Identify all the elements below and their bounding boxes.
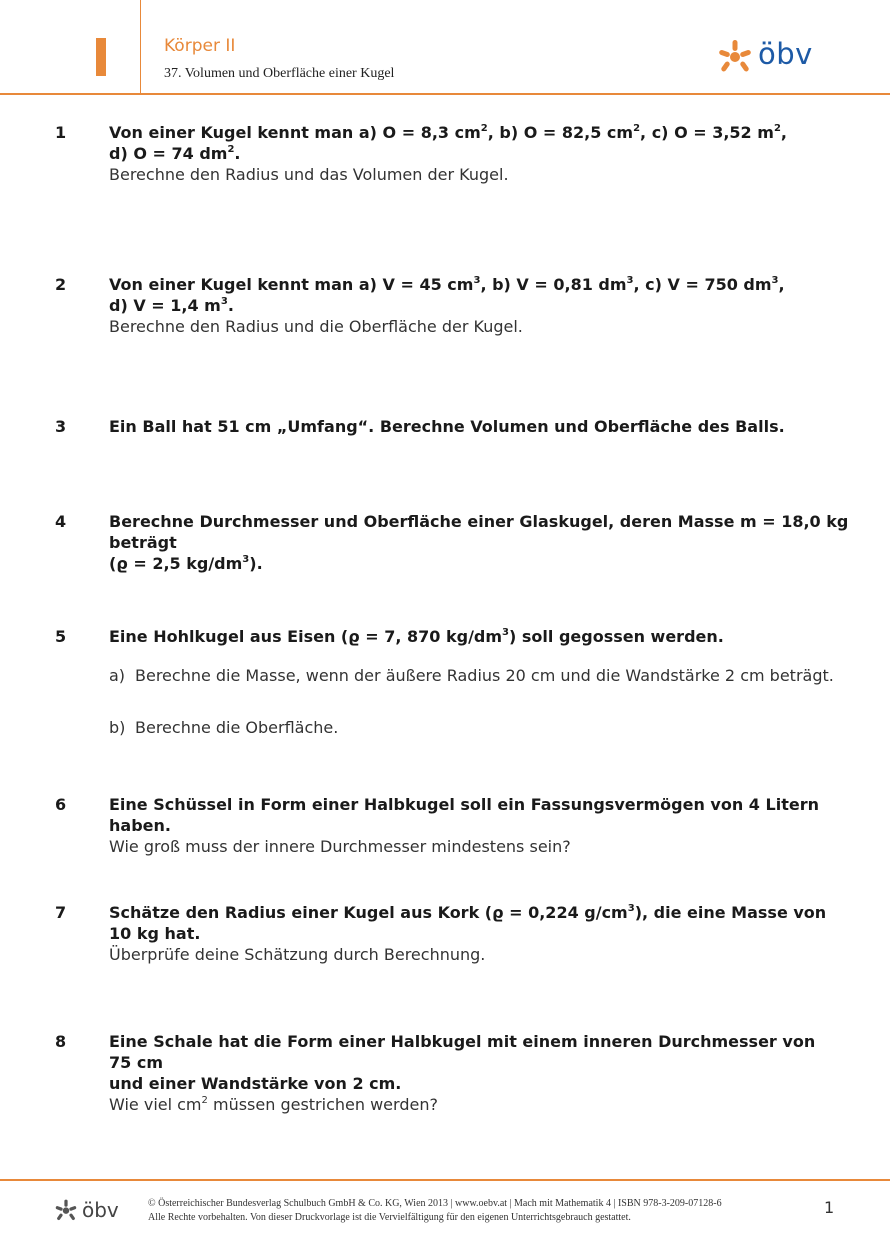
task-instruction: Berechne den Radius und das Volumen der Kugel.: [109, 165, 509, 184]
brand-name: öbv: [758, 37, 813, 71]
task-question: Berechne Durchmesser und Oberfläche einer Glaskugel, deren Masse m = 18,0 kg beträgt: [109, 512, 849, 552]
footer-brand-name: öbv: [82, 1198, 119, 1222]
task-body: [109, 902, 839, 965]
task-question-cont: d) V = 1,4 $m^3$.: [109, 295, 234, 315]
task-instruction: Berechne den Radius und die Oberfläche der Kugel.: [109, 317, 523, 336]
task-number: 2: [55, 275, 67, 294]
task-question: Ein Ball hat 51 cm „Umfang“. Berechne Volumen und Oberfläche des Balls.: [109, 417, 785, 436]
star-logo-icon: [718, 39, 752, 73]
task-number: 8: [55, 1032, 67, 1051]
subtask-text: Berechne die Masse, wenn der äußere Radius 20 cm und die Wandstärke 2 cm beträgt.: [135, 666, 834, 685]
page-number: 1: [824, 1198, 835, 1217]
task-question: Eine Schüssel in Form einer Halbkugel soll ein Fassungsvermögen von 4 Litern haben.: [109, 795, 819, 835]
footer-brand-logo: [55, 1198, 119, 1222]
task-number: 5: [55, 627, 67, 646]
task-question-cont: und einer Wandstärke von 2 cm.: [109, 1074, 402, 1093]
task-body: [109, 122, 839, 185]
subtask-b: [109, 717, 338, 738]
task-instruction: Überprüfe deine Schätzung durch Berechnung.: [109, 945, 486, 964]
chapter-marker-bar: [96, 38, 106, 76]
task-body: [109, 511, 849, 574]
task-number: 4: [55, 512, 67, 531]
task-instruction: Wie viel $cm^2$ müssen gestrichen werden?: [109, 1094, 438, 1114]
task-body: [109, 626, 839, 647]
task-number: 1: [55, 123, 67, 142]
copyright-line-1: © Österreichischer Bundesverlag Schulbuch GmbH & Co. KG, Wien 2013 | www.oebv.at | Mach mit Mathematik 4 | ISBN 978-3-209-07128-6: [148, 1198, 722, 1209]
star-logo-icon: [55, 1199, 77, 1221]
task-question: Eine Schale hat die Form einer Halbkugel mit einem inneren Durchmesser von 75 cm: [109, 1032, 816, 1072]
task-number: 7: [55, 903, 67, 922]
brand-logo: [718, 38, 813, 74]
copyright-line-2: Alle Rechte vorbehalten. Von dieser Druckvorlage ist die Vervielfältigung für den eigenen Unterrichtsgebrauch gestattet.: [148, 1212, 631, 1223]
task-question-cont: 10 kg hat.: [109, 924, 201, 943]
task-body: [109, 794, 839, 857]
task-question: Von einer Kugel kennt man a) O = 8,3 $cm^2$, b) O = 82,5 $cm^2$, c) O = 3,52 $m^2$,: [109, 122, 787, 142]
task-question: Schätze den Radius einer Kugel aus Kork (ϱ = 0,224 $g/cm^3$), die eine Masse von: [109, 902, 827, 922]
task-number: 3: [55, 417, 67, 436]
task-question: Von einer Kugel kennt man a) V = 45 $cm^3$, b) V = 0,81 $dm^3$, c) V = 750 $dm^3$,: [109, 274, 785, 294]
page-header: [0, 0, 890, 95]
task-body: [109, 1031, 839, 1115]
copyright-notice: [148, 1197, 722, 1225]
header-divider: [140, 0, 141, 94]
task-question: Eine Hohlkugel aus Eisen (ϱ = 7, 870 $kg/dm^3$) soll gegossen werden.: [109, 626, 724, 646]
subtask-text: Berechne die Oberfläche.: [135, 718, 339, 737]
task-question-cont: d) O = 74 $dm^2$.: [109, 143, 241, 163]
subtask-a: [109, 665, 834, 686]
chapter-title: Körper II: [164, 36, 236, 56]
task-question-cont: (ϱ = 2,5 $kg/dm^3$).: [109, 553, 263, 573]
task-body: [109, 416, 839, 437]
task-body: [109, 274, 839, 337]
task-instruction: Wie groß muss der innere Durchmesser mindestens sein?: [109, 837, 571, 856]
subtask-label: a): [109, 666, 126, 685]
section-subtitle: 37. Volumen und Oberfläche einer Kugel: [164, 66, 395, 81]
footer-divider: [0, 1179, 890, 1181]
task-number: 6: [55, 795, 67, 814]
subtask-label: b): [109, 718, 126, 737]
